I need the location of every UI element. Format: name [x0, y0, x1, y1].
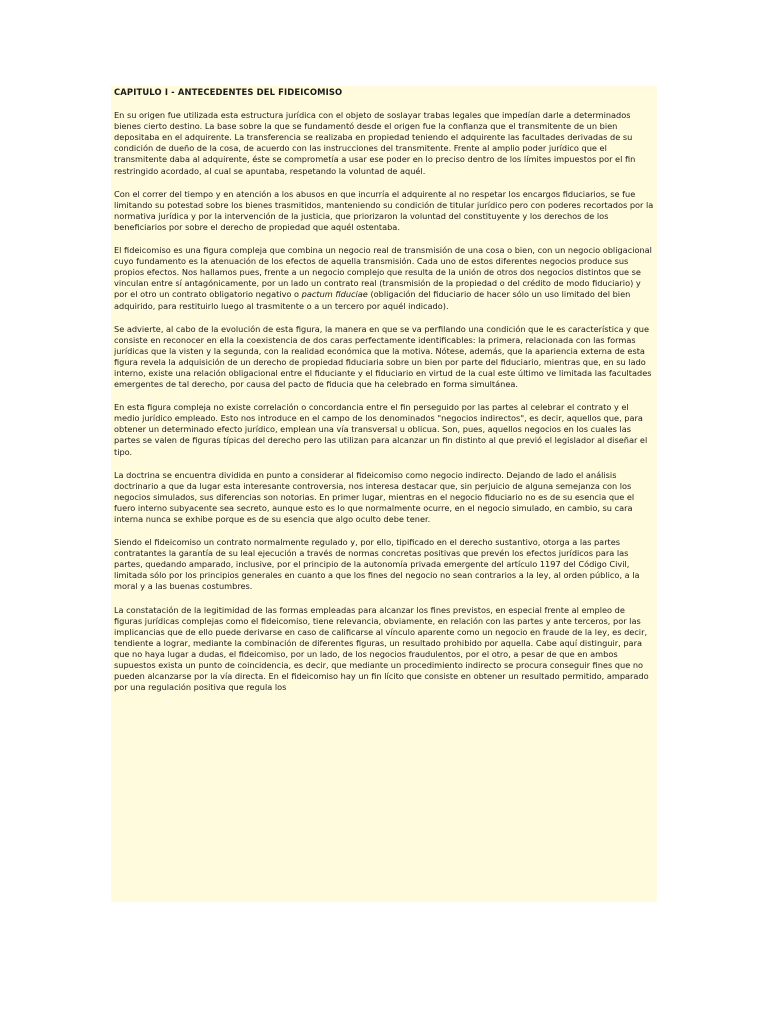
paragraph-3-text-after: (obligación del fiduciario de hacer sólo un uso limitado del bien adquirido, para restituirlo luego al trasmitente o a un tercero por aquél indicado).: [114, 289, 631, 311]
paragraph-2: Con el correr del tiempo y en atención a los abusos en que incurría el adquirente al no respetar los encargos fiduciarios, se fue limitando su potestad sobre los bienes trasmitidos, manteniendo su condición de titular jurídico pero con poderes recortados por la normativa jurídica y por la intervención de la justicia, que priorizaron la voluntad del constituyente y los derechos de los beneficiarios por sobre el derecho de propiedad que aquél ostentaba.: [114, 188, 654, 232]
paragraph-7: Siendo el fideicomiso un contrato normalmente regulado y, por ello, tipificado en el derecho sustantivo, otorga a las partes contratantes la garantía de su leal ejecución a través de normas concretas positivas que prevén los efectos jurídicos para las partes, quedando amparado, inclusive, por el principio de la autonomía privada emergente del artículo 1197 del Código Civil, limitada sólo por los principios generales en cuanto a que los fines del negocio no sean contrarios a la ley, al orden público, a la moral y a las buenas costumbres.: [114, 537, 640, 592]
paragraph-3: [114, 245, 655, 312]
paragraph-1: En su origen fue utilizada esta estructura jurídica con el objeto de soslayar trabas legales que impedían darle a determinados bienes cierto destino. La base sobre la que se fundamentó desde el origen fue la confianza que el transmitente de un bien depositaba en el adquirente. La transferencia se realizaba en propiedad teniendo el adquirente las facultades derivadas de su condición de dueño de la cosa, de acuerdo con las instrucciones del transmitente. Frente al amplio poder jurídico que el transmitente daba al adquirente, éste se comprometía a usar ese poder en lo preciso dentro de los límites impuestos por el fin restringido acordado, al cual se apuntaba, respetando la voluntad de aquél.: [114, 110, 636, 176]
chapter-heading: CAPITULO I - ANTECEDENTES DEL FIDEICOMISO: [114, 87, 343, 97]
paragraph-8: La constatación de la legitimidad de las formas empleadas para alcanzar los fines previstos, en especial frente al empleo de figuras jurídicas complejas como el fideicomiso, tiene relevancia, obviamente, en relación con las partes y ante terceros, por las implicancias que de ello puede derivarse en caso de calificarse al vínculo aparente como un negocio en fraude de la ley, es decir, tendiente a lograr, mediante la combinación de diferentes figuras, un resultado prohibido por aquella. Cabe aquí distinguir, para que no haya lugar a dudas, el fideicomiso, por un lado, de los negocios fraudulentos, por el otro, a pesar de que en ambos supuestos exista un punto de coincidencia, es decir, que mediante un procedimiento indirecto se procura conseguir fines que no pueden alcanzarse por la vía directa. En el fideicomiso hay un fin lícito que consiste en obtener un resultado permitido, amparado por una regulación positiva que regula los: [114, 604, 649, 693]
paragraph-6: La doctrina se encuentra dividida en punto a considerar al fideicomiso como negocio indirecto. Dejando de lado el análisis doctrinario a que da lugar esta interesante controversia, nos interesa destacar que, sin perjuicio de alguna semejanza con los negocios simulados, sus diferencias son notorias. En primer lugar, mientras en el negocio fiduciario no es de su esencia que el fuero interno subyacente sea secreto, aunque esto es lo que normalmente ocurre, en el negocio simulado, en cambio, su cara interna nunca se exhibe porque es de su esencia que algo oculto debe tener.: [114, 469, 635, 524]
paragraph-5: En esta figura compleja no existe correlación o concordancia entre el fin perseguido por las partes al celebrar el contrato y el medio jurídico empleado. Esto nos introduce en el campo de los denominados "negocios indirectos", es decir, aquellos que, para obtener un determinado efecto jurídico, emplean una vía transversal u oblicua. Son, pues, aquellos negocios en los cuales las partes se valen de figuras típicas del derecho pero las utilizan para alcanzar un fin distinto al que previó el legislador al diseñar el tipo.: [114, 402, 648, 457]
paragraph-3-text-before: El fideicomiso es una figura compleja que combina un negocio real de transmisión de una cosa o bien, con un negocio obligacional cuyo fundamento es la atenuación de los efectos de aquella transmisión. Cada uno de estos diferentes negocios produce sus propios efectos. Nos hallamos pues, frente a un negocio complejo que resulta de la unión de otros dos negocios distintos que se vinculan entre sí antagónicamente, por un lado un contrato real (transmisión de la propiedad o del crédito de modo fiduciario) y por el otro un contrato obligatorio negativo o: [114, 245, 652, 300]
paragraph-4: Se advierte, al cabo de la evolución de esta figura, la manera en que se va perfilando una condición que le es característica y que consiste en reconocer en ella la coexistencia de dos caras perfectamente identificables: la primera, relacionada con las formas jurídicas que la visten y la segunda, con la realidad económica que la motiva. Nótese, además, que la apariencia externa de esta figura revela la adquisición de un derecho de propiedad fiduciaria sobre un bien por parte del fiduciario, mientras que, en su lado interno, existe una relación obligacional entre el fiduciante y el fiduciario en virtud de la cual este último ve limitada las facultades emergentes de tal derecho, por causa del pacto de fiducia que ha celebrado en forma simultánea.: [114, 323, 652, 390]
document-content: [111, 86, 657, 693]
paragraph-3-italic-term: pactum fiduciae: [301, 289, 368, 300]
document-page: [111, 86, 657, 902]
